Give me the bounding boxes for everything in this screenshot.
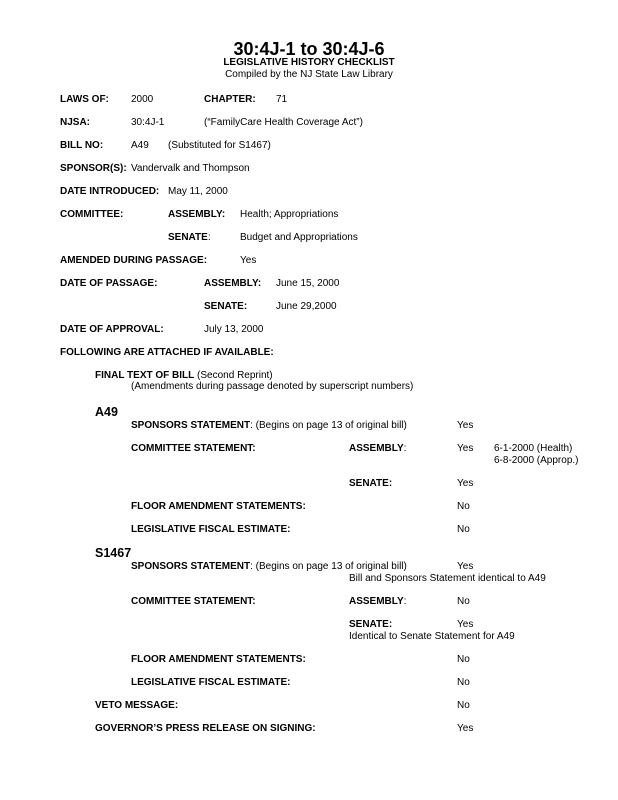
a49-assembly-label xyxy=(349,443,406,455)
approval-label: DATE OF APPROVAL: xyxy=(60,324,164,335)
final-text-label: FINAL TEXT OF BILL xyxy=(95,370,195,381)
sponsors-value: Vandervalk and Thompson xyxy=(131,163,250,174)
s1467-fiscal-label: LEGISLATIVE FISCAL ESTIMATE: xyxy=(131,677,291,688)
attached-label: FOLLOWING ARE ATTACHED IF AVAILABLE: xyxy=(60,347,274,358)
approval-value: July 13, 2000 xyxy=(204,324,264,335)
passage-assembly-label: ASSEMBLY: xyxy=(204,278,262,289)
s1467-sponsors-stmt-value: Yes xyxy=(457,561,474,572)
committee-senate-label xyxy=(168,232,211,244)
a49-floor-value: No xyxy=(457,501,470,512)
s1467-senate-value: Yes xyxy=(457,619,474,630)
s1467-assembly-label xyxy=(349,596,406,608)
act-name: (“FamilyCare Health Coverage Act”) xyxy=(204,117,363,128)
a49-senate-label: SENATE: xyxy=(349,478,393,489)
committee-senate-label-text: SENATE xyxy=(168,232,208,243)
final-text-amend-note: (Amendments during passage denoted by superscript numbers) xyxy=(131,381,414,392)
a49-assembly-colon: : xyxy=(403,443,407,454)
press-release-value: Yes xyxy=(457,723,474,734)
s1467-assembly-value: No xyxy=(457,596,470,607)
a49-fiscal-value: No xyxy=(457,524,470,535)
committee-label: COMMITTEE: xyxy=(60,209,124,220)
veto-label: VETO MESSAGE: xyxy=(95,700,179,711)
checklist-subtitle: LEGISLATIVE HISTORY CHECKLIST xyxy=(223,57,395,68)
laws-of-value: 2000 xyxy=(131,94,154,105)
sponsors-label: SPONSOR(S): xyxy=(60,163,127,174)
press-release-label: GOVERNOR’S PRESS RELEASE ON SIGNING: xyxy=(95,723,316,734)
a49-assembly-date-1: 6-1-2000 (Health) xyxy=(494,443,573,454)
a49-fiscal-label: LEGISLATIVE FISCAL ESTIMATE: xyxy=(131,524,291,535)
laws-of-label: LAWS OF: xyxy=(60,94,109,105)
compiled-by: Compiled by the NJ State Law Library xyxy=(225,69,393,80)
s1467-fiscal-value: No xyxy=(457,677,470,688)
s1467-sponsors-stmt-extra: Bill and Sponsors Statement identical to A49 xyxy=(349,573,546,584)
s1467-assembly-colon: : xyxy=(403,596,407,607)
a49-assembly-label-text: ASSEMBLY xyxy=(349,443,404,454)
a49-sponsors-stmt xyxy=(131,420,407,432)
passage-senate-value: June 29,2000 xyxy=(276,301,337,312)
s1467-floor-value: No xyxy=(457,654,470,665)
s1467-floor-label: FLOOR AMENDMENT STATEMENTS: xyxy=(131,654,306,665)
s1467-heading: S1467 xyxy=(95,546,132,560)
a49-committee-stmt-label: COMMITTEE STATEMENT: xyxy=(131,443,256,454)
amended-value: Yes xyxy=(240,255,257,266)
a49-floor-label: FLOOR AMENDMENT STATEMENTS: xyxy=(131,501,306,512)
passage-senate-label: SENATE: xyxy=(204,301,248,312)
a49-assembly-date-2: 6-8-2000 (Approp.) xyxy=(494,455,579,466)
s1467-senate-label: SENATE: xyxy=(349,619,393,630)
s1467-sponsors-stmt xyxy=(131,561,407,573)
veto-value: No xyxy=(457,700,470,711)
passage-label: DATE OF PASSAGE: xyxy=(60,278,158,289)
njsa-value: 30:4J-1 xyxy=(131,117,165,128)
final-text-note: (Second Reprint) xyxy=(197,370,273,381)
chapter-value: 71 xyxy=(276,94,288,105)
s1467-assembly-label-text: ASSEMBLY xyxy=(349,596,404,607)
committee-assembly-value: Health; Appropriations xyxy=(240,209,339,220)
date-introduced-label: DATE INTRODUCED: xyxy=(60,186,160,197)
njsa-label: NJSA: xyxy=(60,117,91,128)
bill-no-note: (Substituted for S1467) xyxy=(168,140,271,151)
a49-sponsors-stmt-note: : (Begins on page 13 of original bill) xyxy=(250,420,407,431)
a49-assembly-value: Yes xyxy=(457,443,474,454)
committee-assembly-label: ASSEMBLY: xyxy=(168,209,226,220)
a49-sponsors-stmt-label: SPONSORS STATEMENT xyxy=(131,420,251,431)
bill-no-value: A49 xyxy=(131,140,149,151)
committee-senate-value: Budget and Appropriations xyxy=(240,232,358,243)
bill-no-label: BILL NO: xyxy=(60,140,104,151)
a49-sponsors-stmt-value: Yes xyxy=(457,420,474,431)
date-introduced-value: May 11, 2000 xyxy=(168,186,228,197)
a49-heading: A49 xyxy=(95,405,118,419)
passage-assembly-value: June 15, 2000 xyxy=(276,278,340,289)
s1467-senate-extra: Identical to Senate Statement for A49 xyxy=(349,631,515,642)
chapter-label: CHAPTER: xyxy=(204,94,256,105)
amended-label: AMENDED DURING PASSAGE: xyxy=(60,255,208,266)
committee-senate-colon: : xyxy=(207,232,211,243)
s1467-sponsors-stmt-note: : (Begins on page 13 of original bill) xyxy=(250,561,407,572)
page-title: 30:4J-1 to 30:4J-6 xyxy=(233,39,385,59)
s1467-sponsors-stmt-label: SPONSORS STATEMENT xyxy=(131,561,251,572)
s1467-committee-stmt-label: COMMITTEE STATEMENT: xyxy=(131,596,256,607)
a49-senate-value: Yes xyxy=(457,478,474,489)
